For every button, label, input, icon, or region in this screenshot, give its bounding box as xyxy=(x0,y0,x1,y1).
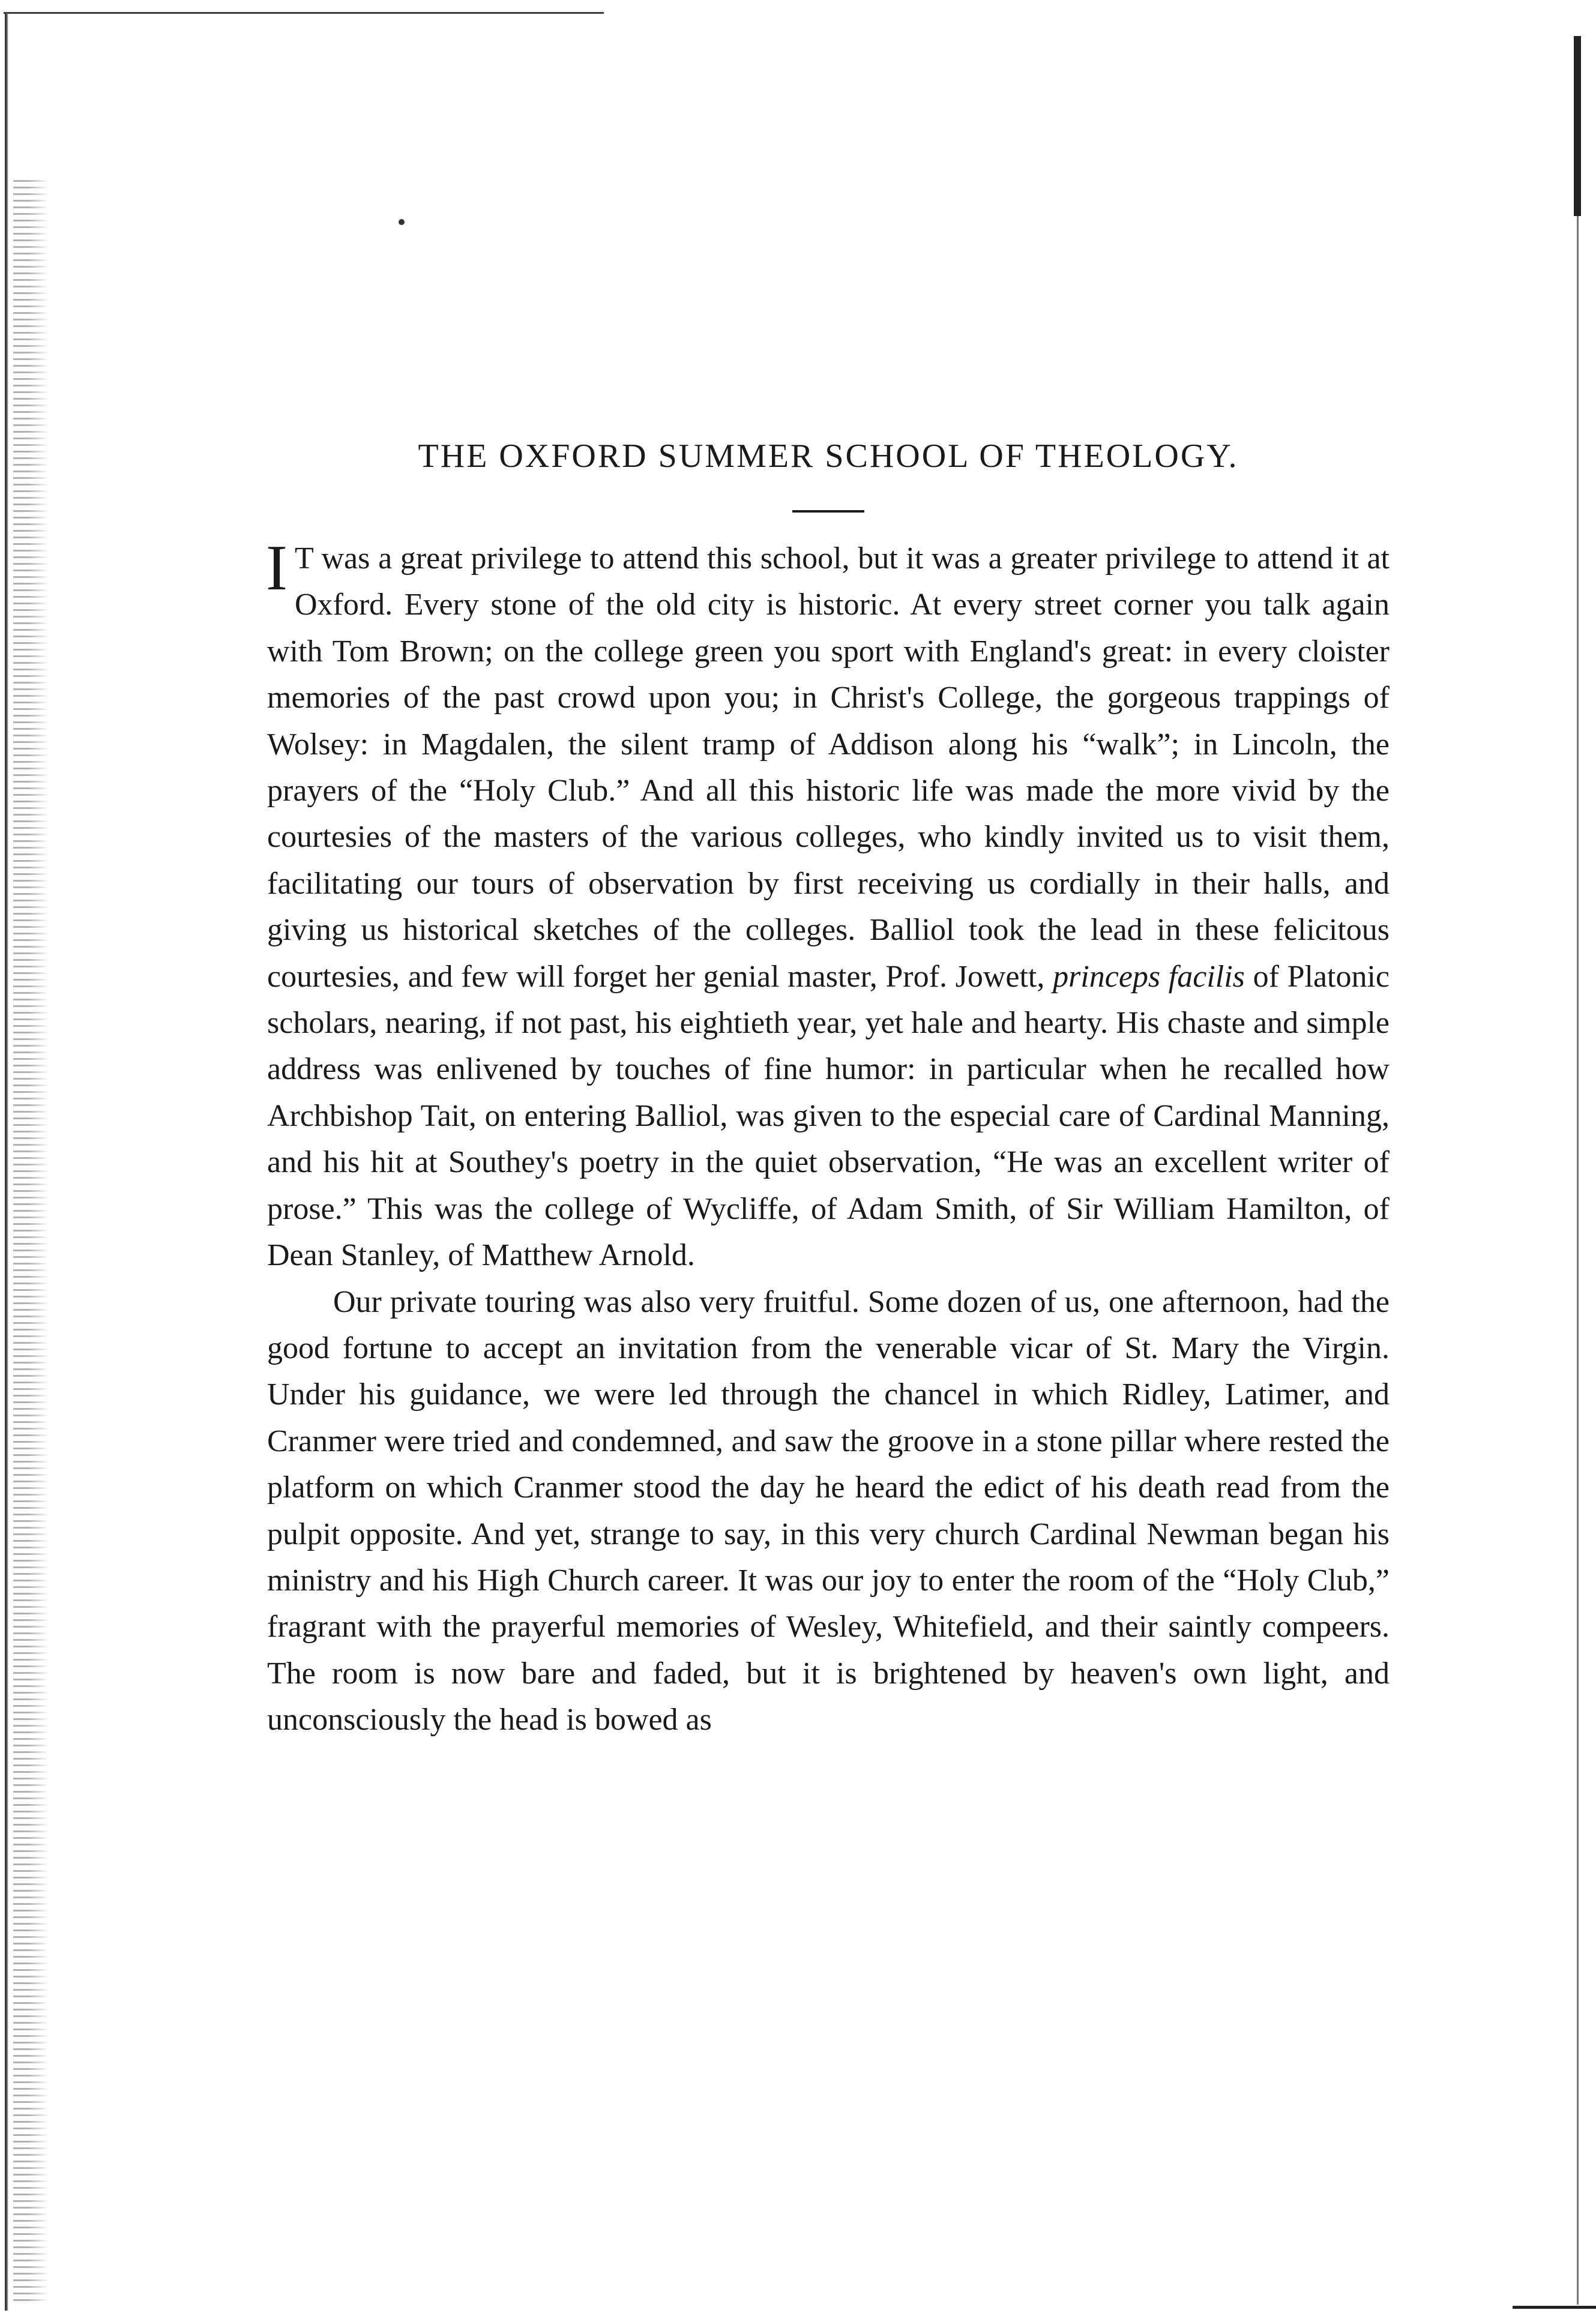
article xyxy=(267,432,1390,1743)
page-edge-top xyxy=(4,12,604,14)
article-title: THE OXFORD SUMMER SCHOOL OF THEOLOGY. xyxy=(418,438,1239,475)
page-edge-right xyxy=(1574,36,1581,216)
paragraph-1-italic: princeps facilis xyxy=(1053,959,1245,994)
paragraph-2: Our private touring was also very fruitful. Some dozen of us, one afternoon, had the good fortune to accept an invitation from the venerable vicar of St. Mary the Virgin. Under his guidance, we were led through the chancel in which Ridley, Latimer, and Cranmer were tried and condemned, and saw the groove in a stone pillar where rested the platform on which Cranmer stood the day he heard the edict of his death read from the pulpit opposite. And yet, strange to say, in this very church Cardinal Newman began his ministry and his High Church career. It was our joy to enter the room of the “Holy Club,” fragrant with the prayerful memories of Wesley, Whitefield, and their saintly compeers. The room is now bare and faded, but it is brightened by heaven's own light, and unconsciously the head is bowed as xyxy=(267,1284,1390,1737)
binding-gutter xyxy=(13,180,49,2305)
paragraph-1-text-a: T was a great privilege to attend this school, but it was a greater privilege to attend it at Oxford. Every stone of the old city is historic. At every street corner you talk again with Tom Brown; on the college green you sport with England's great: in every cloister memories of the past crowd upon you; in Christ's College, the gorgeous trappings of Wolsey: in Magdalen, the silent tramp of Addison along his “walk”; in Lincoln, the prayers of the “Holy Club.” And all this historic life was made the more vivid by the courtesies of the masters of the various colleges, who kindly invited us to visit them, facilitating our tours of observation by first receiving us cordially in their halls, and giving us historical sketches of the colleges. Balliol took the lead in these felicitous courtesies, and few will forget her genial master, Prof. Jowett, xyxy=(267,541,1390,994)
paragraph-1 xyxy=(266,532,1390,1279)
title-rule xyxy=(792,510,864,513)
page-edge-right-line xyxy=(1577,216,1579,2305)
page-edge-bottom xyxy=(1513,2306,1596,2309)
page-edge-left xyxy=(5,12,8,2311)
drop-cap: I xyxy=(266,532,288,604)
ink-speck xyxy=(399,219,405,225)
paragraph-1-text-b: of Platonic scholars, nearing, if not past, his eightieth year, yet hale and hearty. His chaste and simple address was enlivened by touches of fine humor: in particular when he recalled how Archbishop Tait, on entering Balliol, was given to the especial care of Cardinal Manning, and his hit at Southey's poetry in the quiet observation, “He was an excellent writer of prose.” This was the college of Wycliffe, of Adam Smith, of Sir William Hamilton, of Dean Stanley, of Matthew Arnold. xyxy=(267,959,1390,1273)
